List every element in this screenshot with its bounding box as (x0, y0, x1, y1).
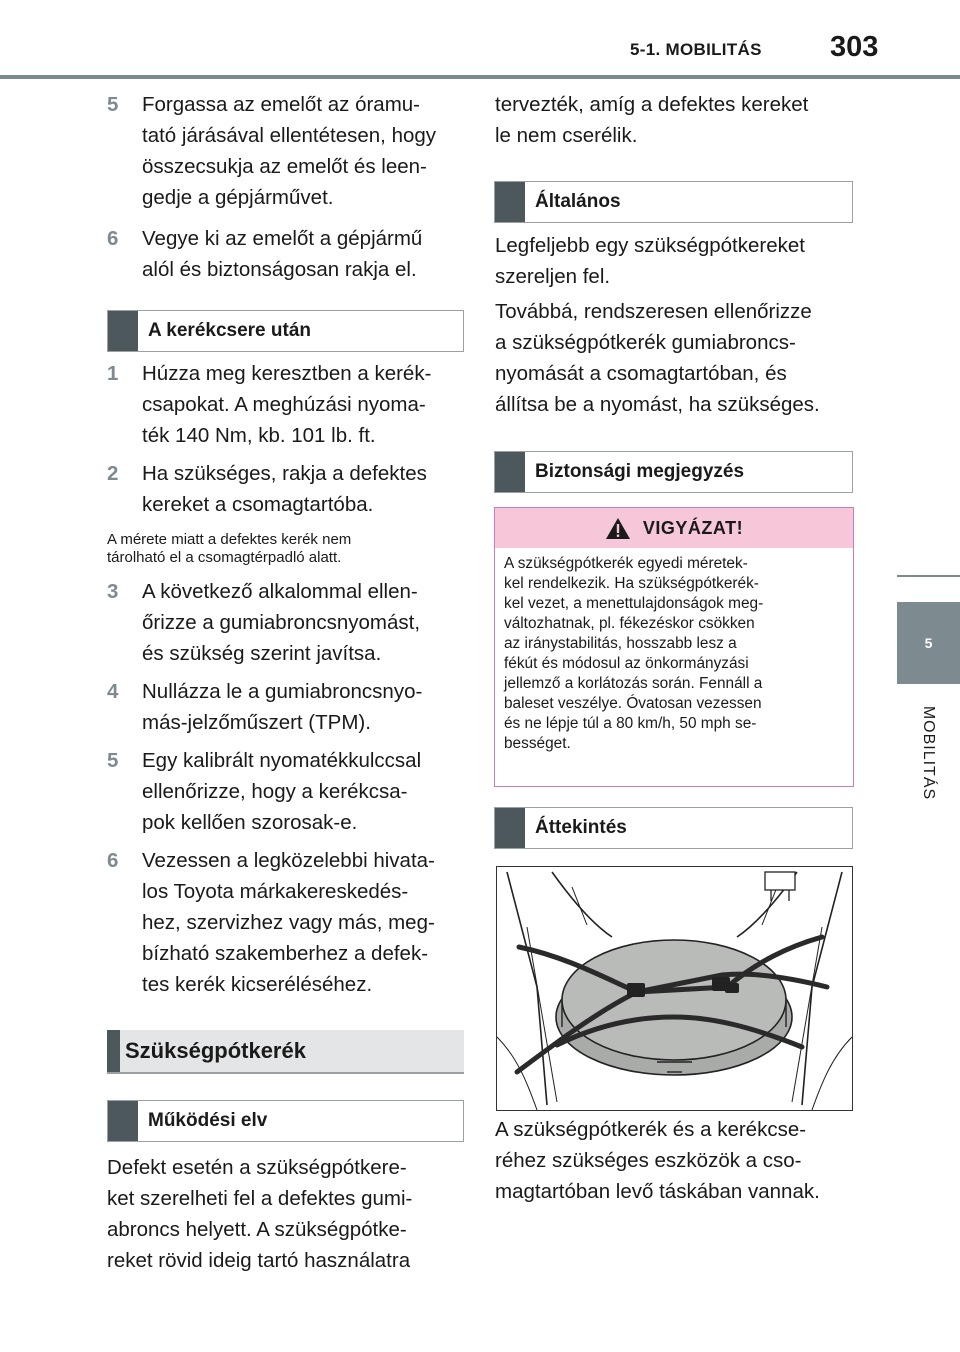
steps-lower-jack (107, 89, 467, 285)
warning-line: jellemző a korlátozás során. Fennáll a (504, 675, 763, 692)
paragraph-line: a szükségpótkerék gumiabroncs- (495, 331, 796, 354)
chapter-label: MOBILITÁS (920, 705, 937, 801)
paragraph-line: abroncs helyett. A szükségpótke- (107, 1218, 407, 1241)
heading-principle (107, 1100, 464, 1142)
heading-text: Működési elv (148, 1110, 268, 1131)
step-number: 6 (107, 227, 119, 250)
warning-line: fékút és módosul az önkormányzási (504, 655, 749, 672)
step-text-line: pok kellően szorosak-e. (142, 811, 358, 834)
trunk-spare-wheel-drawing (497, 867, 852, 1110)
paragraph-line: Defekt esetén a szükségpótkere- (107, 1156, 407, 1179)
caption-line: réhez szükséges eszközök a cso- (495, 1149, 802, 1172)
side-tab-divider (897, 575, 960, 577)
step-text-line: ték 140 Nm, kb. 101 lb. ft. (142, 424, 376, 447)
general-paragraph-1 (495, 230, 855, 292)
chapter-tab (897, 602, 960, 684)
heading-text: A kerékcsere után (148, 320, 312, 341)
step-item (107, 89, 467, 213)
step-text-line: gedje a gépjárművet. (142, 186, 334, 209)
step-item (107, 458, 467, 520)
heading-text: Biztonsági megjegyzés (535, 461, 745, 482)
spare-wheel-illustration (496, 866, 853, 1111)
warning-line: baleset veszélye. Óvatosan vezessen (504, 695, 762, 712)
chapter-number: 5 (924, 635, 933, 651)
step-text-line: őrizze a gumiabroncsnyomást, (142, 611, 421, 634)
paragraph-line: szereljen fel. (495, 265, 611, 288)
step-text-line: Vezessen a legközelebbi hivata- (142, 849, 435, 872)
step-item (107, 358, 467, 451)
header-rule (0, 75, 960, 79)
step-text-line: ellenőrizze, hogy a kerékcsa- (142, 780, 408, 803)
step-number: 4 (107, 680, 119, 703)
step-text-line: Húzza meg keresztben a kerék- (142, 362, 432, 385)
warning-line: változhatnak, pl. fékezéskor csökken (504, 615, 755, 632)
step-item (107, 845, 467, 1000)
note-line: A mérete miatt a defektes kerék nem (107, 531, 352, 548)
step-text-line: tes kerék kicseréléséhez. (142, 973, 373, 996)
step-text-line: los Toyota márkakereskedés- (142, 880, 409, 903)
step-text-line: Nullázza le a gumiabroncsnyo- (142, 680, 423, 703)
steps-followup (107, 576, 467, 1000)
paragraph-line: Továbbá, rendszeresen ellenőrizze (495, 300, 812, 323)
warning-line: bességet. (504, 735, 571, 752)
step-item (107, 576, 467, 669)
step-text-line: bízható szakemberhez a defek- (142, 942, 429, 965)
heading-text: Áttekintés (535, 817, 627, 838)
step-number: 2 (107, 462, 119, 485)
heading-bar (495, 182, 525, 222)
heading-bar (107, 1030, 120, 1072)
caption-line: A szükségpótkerék és a kerékcse- (495, 1118, 807, 1141)
warning-title: VIGYÁZAT! (642, 517, 744, 538)
principle-paragraph (107, 1152, 472, 1276)
warning-box (494, 507, 854, 787)
section-title: 5-1. MOBILITÁS (630, 40, 762, 59)
paragraph-line: Legfeljebb egy szükségpótkereket (495, 234, 805, 257)
heading-after-change (107, 310, 464, 352)
step-item (107, 223, 467, 285)
paragraph-line: állítsa be a nyomást, ha szükséges. (495, 393, 820, 416)
heading-bar (108, 1101, 138, 1141)
paragraph-line: nyomását a csomagtartóban, és (495, 362, 787, 385)
step-text-line: A következő alkalommal ellen- (142, 580, 418, 603)
step-number: 5 (107, 93, 119, 116)
principle-continued (495, 89, 855, 151)
paragraph-line: ket szerelheti fel a defektes gumi- (107, 1187, 413, 1210)
note-line: tárolható el a csomagtérpadló alatt. (107, 549, 342, 566)
step-text-line: csapokat. A meghúzási nyoma- (142, 393, 426, 416)
warning-triangle-icon (605, 517, 631, 540)
step-text-line: alól és biztonságosan rakja el. (142, 258, 417, 281)
step-text-line: tató járásával ellentétesen, hogy (142, 124, 437, 147)
note-text (107, 531, 467, 567)
page-number: 303 (830, 31, 879, 63)
step-text-line: összecsukja az emelőt és leen- (142, 155, 427, 178)
heading-bar (495, 452, 525, 492)
steps-after-change (107, 358, 467, 520)
step-number: 1 (107, 362, 119, 385)
step-text-line: és szükség szerint javítsa. (142, 642, 382, 665)
caption-line: magtartóban levő táskában vannak. (495, 1180, 820, 1203)
section-heading-spare (107, 1030, 464, 1074)
step-number: 5 (107, 749, 119, 772)
step-item (107, 676, 467, 738)
paragraph-line: tervezték, amíg a defektes kereket (495, 93, 809, 116)
step-number: 6 (107, 849, 119, 872)
warning-text (495, 554, 853, 754)
step-text-line: Egy kalibrált nyomatékkulccsal (142, 749, 422, 772)
heading-bar (495, 808, 525, 848)
step-item (107, 745, 467, 838)
warning-line: az iránystabilitás, hosszabb lesz a (504, 635, 737, 652)
step-number: 3 (107, 580, 119, 603)
paragraph-line: reket rövid ideig tartó használatra (107, 1249, 411, 1272)
heading-safety (494, 451, 853, 493)
heading-text: Szükségpótkerék (125, 1038, 306, 1063)
figure-caption (495, 1114, 855, 1207)
step-text-line: más-jelzőműszert (TPM). (142, 711, 371, 734)
step-text-line: Ha szükséges, rakja a defektes (142, 462, 427, 485)
warning-line: kel vezet, a menettulajdonságok meg- (504, 595, 764, 612)
heading-overview (494, 807, 853, 849)
step-text-line: kereket a csomagtartóba. (142, 493, 374, 516)
general-paragraph-2 (495, 296, 855, 420)
paragraph-line: le nem cserélik. (495, 124, 638, 147)
heading-text: Általános (535, 191, 621, 212)
heading-general (494, 181, 853, 223)
step-text-line: Forgassa az emelőt az óramu- (142, 93, 421, 116)
heading-bar (108, 311, 138, 351)
warning-line: A szükségpótkerék egyedi méretek- (504, 555, 748, 572)
warning-header (495, 508, 853, 548)
warning-line: kel rendelkezik. Ha szükségpótkerék- (504, 575, 759, 592)
warning-line: és ne lépje túl a 80 km/h, 50 mph se- (504, 715, 757, 732)
step-text-line: Vegye ki az emelőt a gépjármű (142, 227, 423, 250)
step-text-line: hez, szervizhez vagy más, meg- (142, 911, 435, 934)
